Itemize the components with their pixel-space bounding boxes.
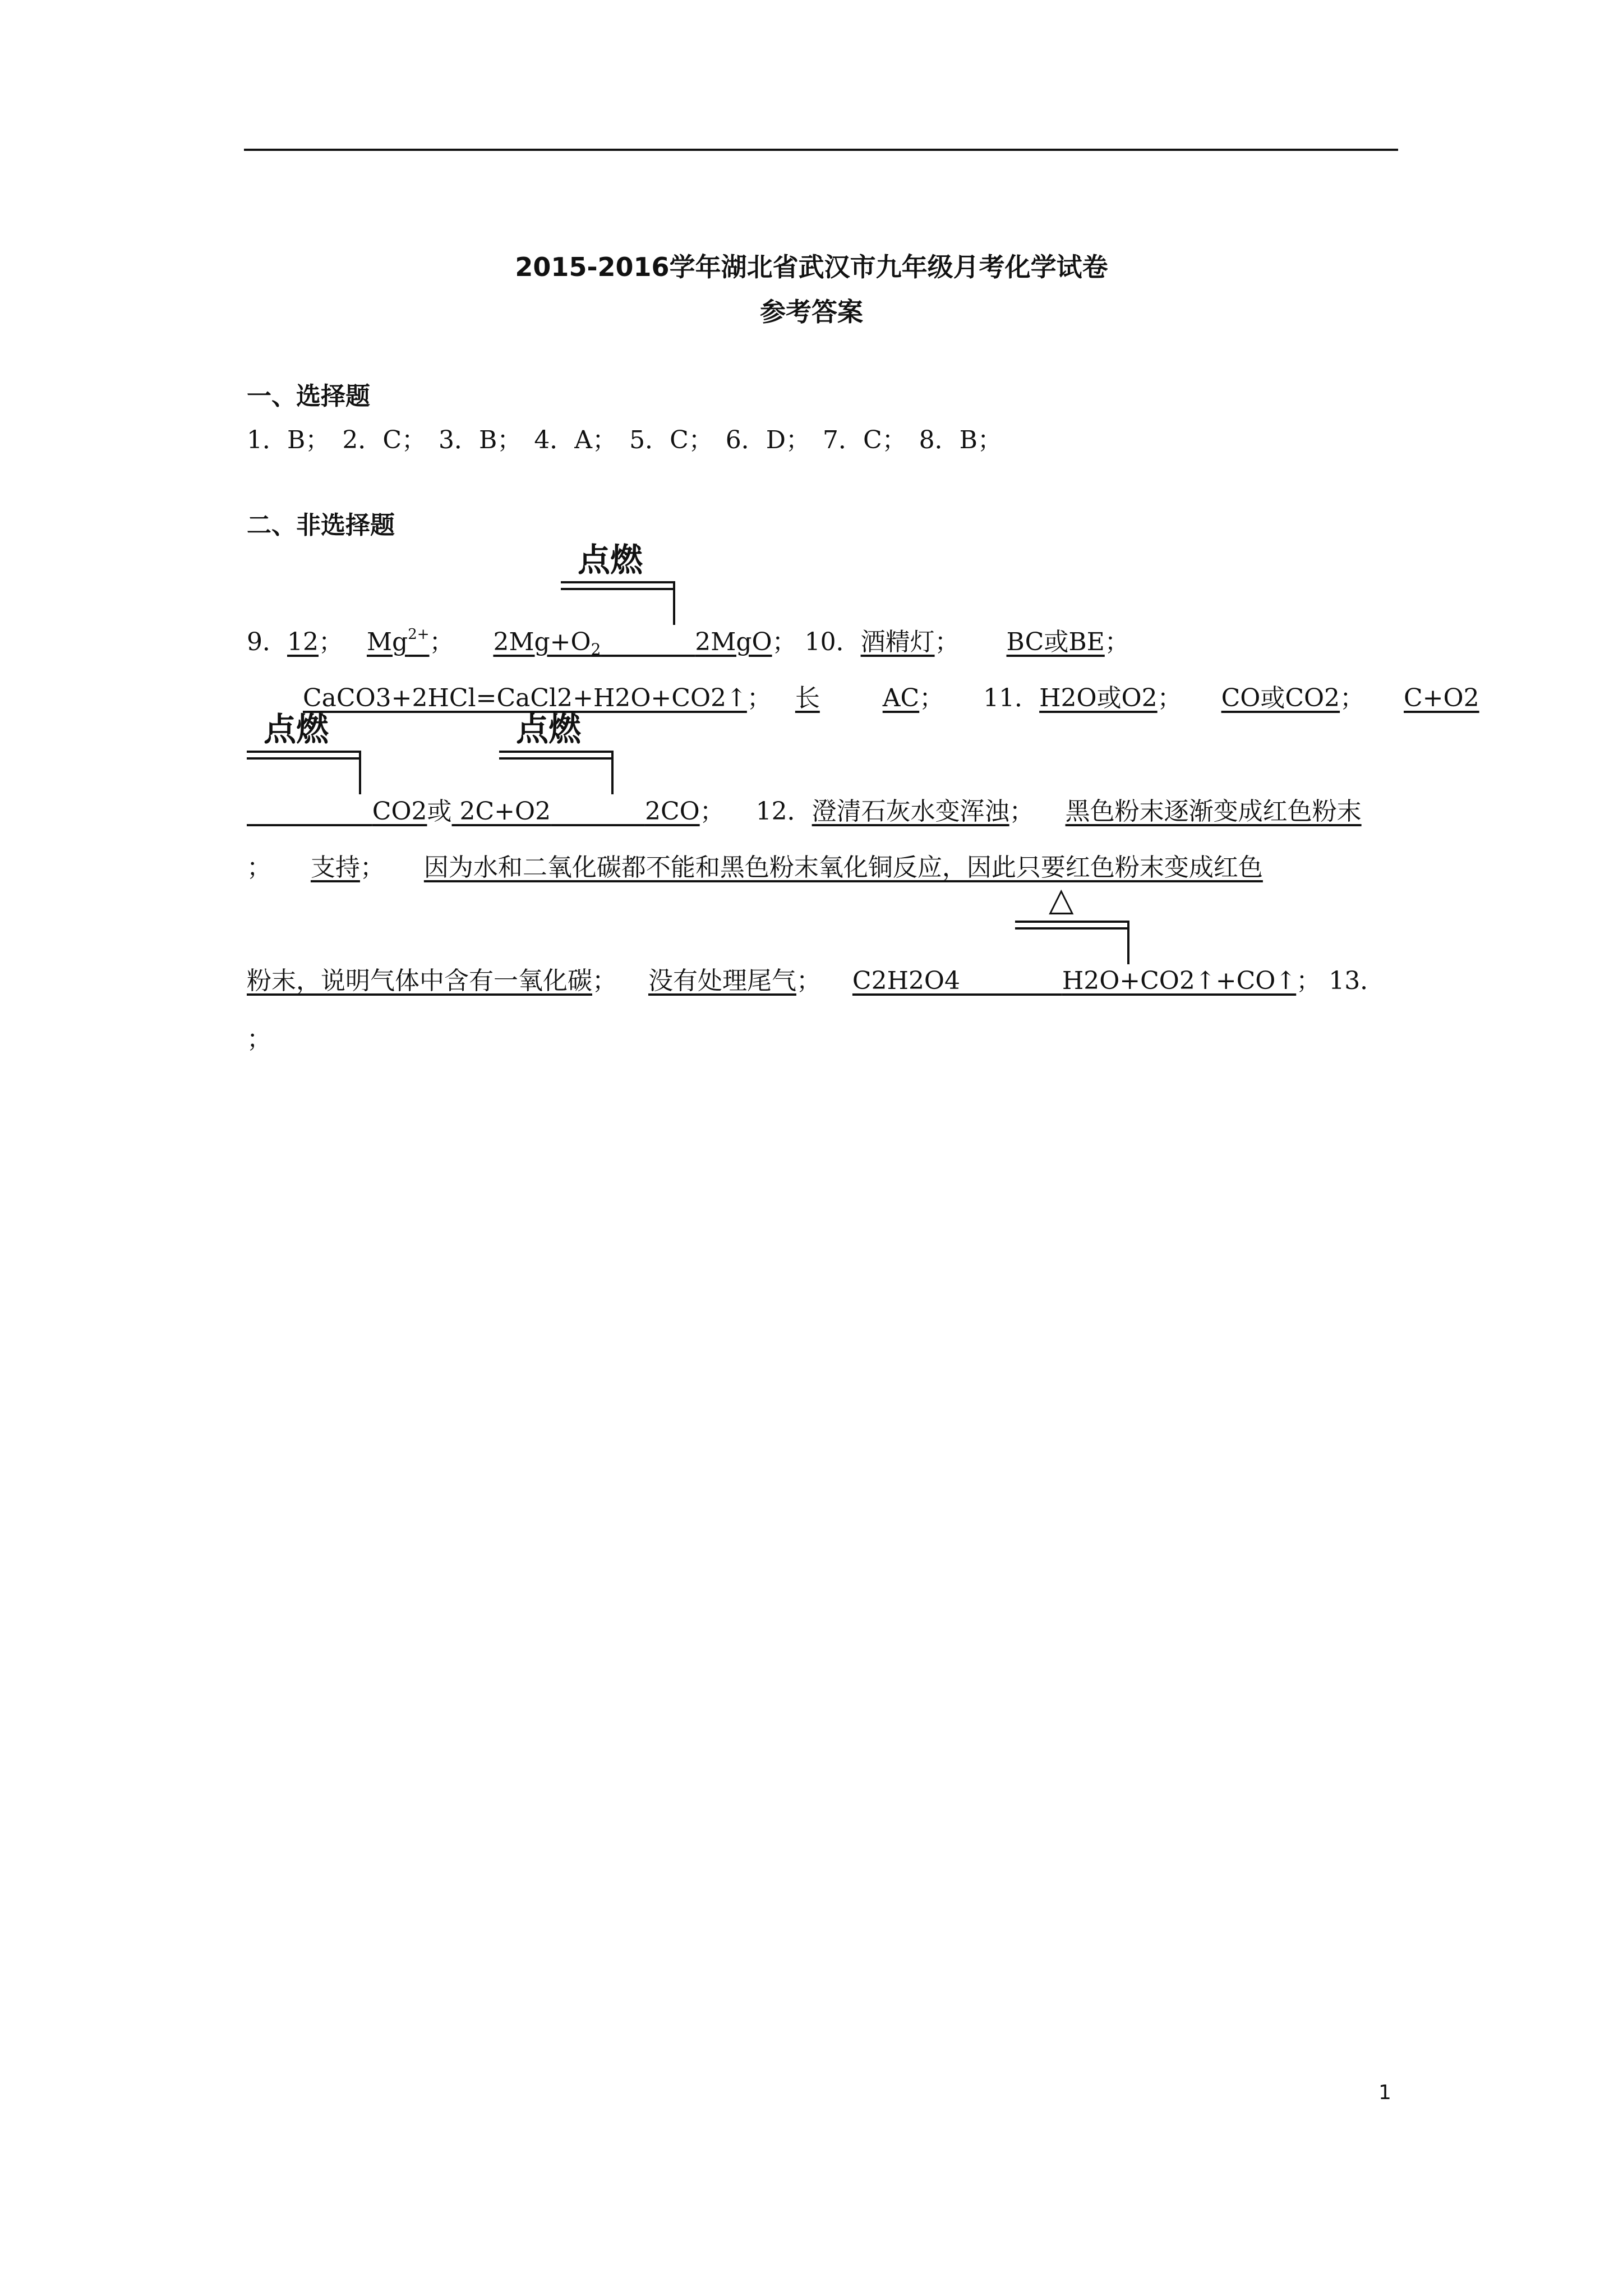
q12-answer-1: 澄清石灰水变浑浊 [811,797,1009,826]
q10-equation: CaCO3+2HCl=CaCl2+H2O+CO2↑ [303,684,747,712]
q12-answer-2: 黑色粉末逐渐变成红色粉末 [1065,797,1362,826]
q10-answer-1: 酒精灯 [860,628,935,656]
condition-bracket [561,581,675,625]
page-number: 1 [1378,2081,1391,2104]
answer-line-3: CO2或 2C+O2 2CO； 12．澄清石灰水变浑浊； 黑色粉末逐渐变成红色粉末 [372,797,1362,826]
answer-line-4: ； 支持； 因为水和二氧化碳都不能和黑色粉末氧化铜反应，因此只要红色粉末变成红色 [247,853,1263,882]
section-nonchoice-heading: 二、非选择题 [247,511,395,540]
q11-number: 11． [983,684,1040,712]
q10-answer-5: AC [882,684,920,712]
q11-answer-3-left: C+O2 [1404,684,1479,712]
q9-number: 9． [247,628,287,656]
q11-answer-1: H2O或O2 [1039,684,1158,712]
q12-answer-5: 没有处理尾气 [648,967,796,995]
answer-line-2: CaCO3+2HCl=CaCl2+H2O+CO2↑； 长 AC； 11．H2O或O2； CO或CO2； C+O2 [303,684,1479,712]
answer-line-5: 粉末，说明气体中含有一氧化碳； 没有处理尾气； C2H2O4 H2O+CO2↑+CO↑； 13． [247,967,1385,995]
section-choice-heading: 一、选择题 [247,382,370,411]
document-subtitle: 参考答案 [760,297,863,327]
q11-answer-4-right: 2CO [644,797,700,826]
condition-bracket [499,751,614,794]
q12-number: 12． [755,797,812,826]
document-title: 2015-2016学年湖北省武汉市九年级月考化学试卷 [515,252,1108,282]
reaction-condition-ignite [247,708,361,794]
q10-number: 10． [804,628,861,656]
condition-label: 点燃 [264,710,329,748]
q11-answer-4-left: 2C+O2 [459,797,551,826]
choice-answers: 1．B； 2．C； 3．B； 4．A； 5．C； 6．D； 7．C； 8．B； [247,426,1003,454]
reaction-condition-ignite [499,708,614,794]
q12-answer-4-line1: 因为水和二氧化碳都不能和黑色粉末氧化铜反应，因此只要红色粉末变成红色 [423,853,1263,882]
q13-number: 13． [1329,967,1385,995]
q11-answer-2: CO或CO2 [1221,684,1340,712]
q12-answer-4-line2: 粉末，说明气体中含有一氧化碳 [247,967,592,995]
reaction-condition-heat [1015,878,1129,964]
q9-answer-ion: $Mg^{2+}$ [366,626,430,656]
condition-label: △ [1049,880,1074,918]
condition-label: 点燃 [578,541,643,579]
q12-equation: C2H2O4 H2O+CO2↑+CO↑ [852,967,1297,995]
reaction-condition-ignite [561,539,675,625]
q10-answer-2: BC或BE [1006,628,1105,656]
q11-answer-3-right: CO2 [372,797,427,826]
q10-answer-4: 长 [795,684,820,712]
condition-bracket [247,751,361,794]
answer-line-6: ； [247,1025,271,1053]
q9-equation: $2Mg+O_2$ 2MgO [493,628,772,659]
q9-answer-1: 12 [287,628,319,656]
condition-label: 点燃 [516,710,582,748]
answer-line-1: 9．12； $Mg^{2+}$； $2Mg+O_2$ 2MgO； 10．酒精灯； BC或BE； [247,626,1129,659]
header-rule [244,149,1398,151]
condition-bracket [1015,921,1129,964]
q12-answer-3: 支持 [310,853,360,882]
